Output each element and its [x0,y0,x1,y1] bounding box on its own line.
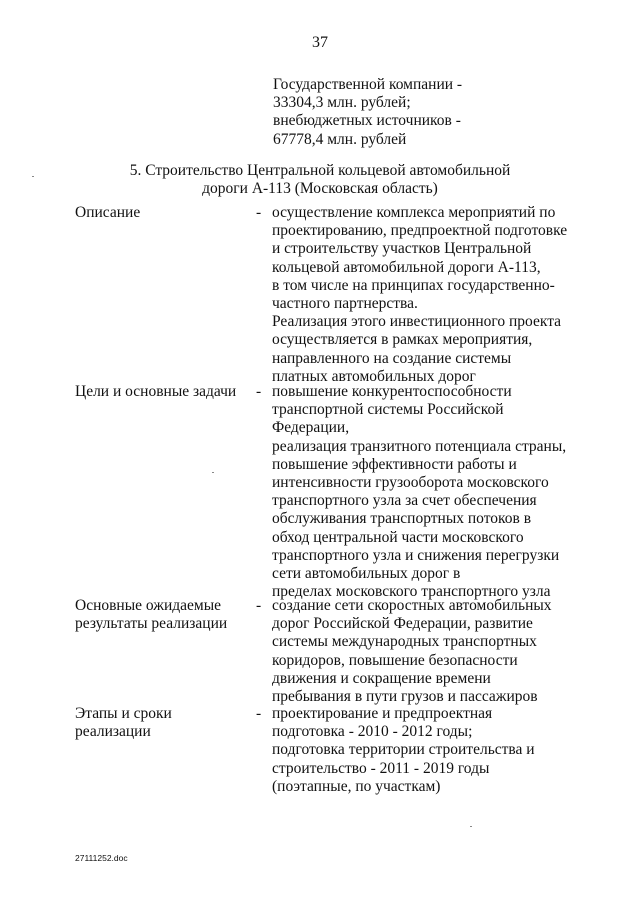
row-dash: - [256,705,262,722]
row-content-line: подготовка - 2010 - 2012 годы; [272,723,473,741]
scan-speck [32,176,34,177]
row-label-line: Основные ожидаемые [75,597,222,614]
scan-speck [470,826,472,827]
row-label [75,705,255,741]
row-label-line: Цели и основные задачи [75,383,237,400]
row-content [272,705,602,796]
row-content-line: осуществляется в рамках мероприятия, [272,331,533,349]
row-label-line: результаты реализации [75,615,228,633]
row-content-line: частного партнерства. [272,295,418,313]
section-title [0,162,640,198]
funding-continuation [273,76,462,149]
row-content-line: (поэтапные, по участкам) [272,777,441,795]
row-content-line: транспортного узла за счет обеспечения [272,492,537,510]
section-title-line: 5. Строительство Центральной кольцевой автомобильной [129,162,511,179]
section-title-line: дороги А-113 (Московская область) [202,180,438,198]
row-content-line: пределах московского транспортного узла [272,583,551,601]
row-content-line: Реализация этого инвестиционного проекта [272,313,562,331]
row-label [75,597,255,633]
row-content-line: кольцевой автомобильной дороги А-113, [272,258,541,276]
row-content-line: сети автомобильных дорог в [272,565,461,583]
row-content-line: транспортной системы Российской [272,401,504,419]
row-content [272,597,602,706]
row-content-line: дорог Российской Федерации, развитие [272,615,533,633]
row-label-line: реализации [75,723,151,741]
row-content-line: проектирование и предпроектная [272,705,493,722]
row-content-line: Федерации, [272,419,350,437]
row-label-line: Описание [75,204,141,221]
funding-line: 67778,4 млн. рублей [273,130,407,148]
row-dash: - [256,383,262,400]
row-content [272,204,602,386]
document-filename: 27111252.doc [75,853,128,863]
row-content-line: коридоров, повышение безопасности [272,651,518,669]
row-content-line: повышение эффективности работы и [272,455,517,473]
funding-line: 33304,3 млн. рублей; [273,94,411,112]
row-content-line: платных автомобильных дорог [272,367,476,385]
row-content-line: в том числе на принципах государственно- [272,276,555,294]
row-content-line: строительство - 2011 - 2019 годы [272,759,490,777]
row-dash: - [256,597,262,614]
row-content-line: движения и сокращение времени [272,669,491,687]
row-content-line: пребывания в пути грузов и пассажиров [272,688,538,706]
row-content-line: и строительству участков Центральной [272,240,532,258]
row-content-line: интенсивности грузооборота московского [272,474,549,492]
row-content-line: системы международных транспортных [272,633,537,651]
row-content-line: обход центральной части московского [272,528,524,546]
row-label [75,383,255,401]
row-content-line: подготовка территории строительства и [272,741,535,759]
funding-line: Государственной компании - [273,76,463,93]
row-content-line: транспортного узла и снижения перегрузки [272,546,560,564]
row-content-line: проектированию, предпроектной подготовке [272,222,568,240]
row-content-line: обслуживания транспортных потоков в [272,510,532,528]
scan-speck [212,472,214,473]
row-content [272,383,602,601]
funding-line: внебюджетных источников - [273,112,461,130]
row-content-line: создание сети скоростных автомобильных [272,597,552,614]
row-label-line: Этапы и сроки [75,705,172,722]
row-content-line: реализация транзитного потенциала страны, [272,437,567,455]
row-content-line: повышение конкурентоспособности [272,383,512,400]
row-content-line: направленного на создание системы [272,349,512,367]
row-label [75,204,255,222]
row-dash: - [256,204,262,221]
page-number: 37 [312,34,328,51]
row-content-line: осуществление комплекса мероприятий по [272,204,556,221]
